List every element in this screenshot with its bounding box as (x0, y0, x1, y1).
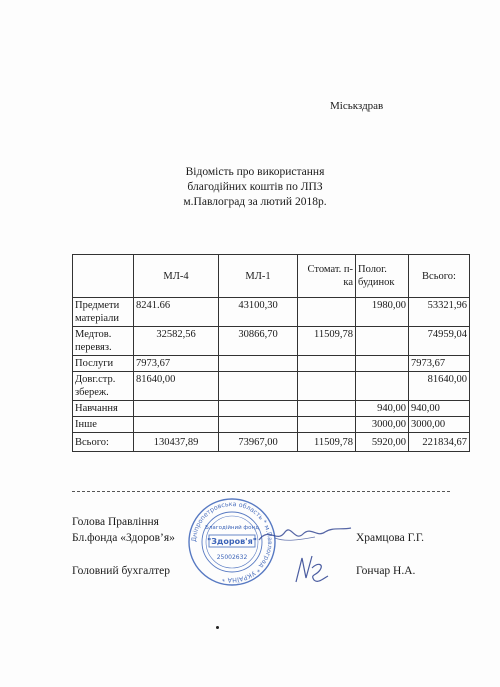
table-cell: 3000,00 (356, 417, 409, 433)
table-cell: 81640,00 (134, 372, 219, 401)
header-cell: МЛ-1 (219, 255, 298, 298)
table-cell: 1980,00 (356, 298, 409, 327)
accountant-title: Головний бухгалтер (72, 565, 170, 577)
table-cell: 53321,96 (409, 298, 470, 327)
row-label: Предмети матеріали (73, 298, 134, 327)
table-cell: 8241.66 (134, 298, 219, 327)
table-cell (219, 401, 298, 417)
dashed-divider (72, 491, 450, 492)
table-cell (356, 327, 409, 356)
row-label: Навчання (73, 401, 134, 417)
table-row (73, 356, 470, 372)
table-row (73, 372, 470, 401)
table-cell (298, 298, 356, 327)
table-total-row (73, 433, 470, 452)
total-cell: 221834,67 (409, 433, 470, 452)
table-cell (298, 372, 356, 401)
table-cell: 30866,70 (219, 327, 298, 356)
total-cell: 73967,00 (219, 433, 298, 452)
chair-name: Храмцова Г.Г. (356, 532, 425, 544)
table-cell: 32582,56 (134, 327, 219, 356)
accountant-signature (290, 552, 330, 586)
table-cell (356, 356, 409, 372)
chair-title-line-2: Бл.фонда «Здоров’я» (72, 532, 175, 544)
table-cell (219, 356, 298, 372)
svg-text:Дніпропетровська область * м.П: Дніпропетровська область * м.Павлоград * УКРАЇНА * (190, 500, 274, 584)
table-cell (298, 401, 356, 417)
header-cell: МЛ-4 (134, 255, 219, 298)
svg-text:25002632: 25002632 (216, 554, 248, 561)
table-cell (134, 401, 219, 417)
recipient: Міськздрав (330, 100, 384, 112)
chair-title-line-1: Голова Правління (72, 516, 159, 528)
table-cell (219, 372, 298, 401)
expenses-table (72, 254, 470, 452)
chair-signature (255, 520, 355, 550)
row-label: Послуги (73, 356, 134, 372)
row-label: Інше (73, 417, 134, 433)
title-line-3: м.Павлоград за лютий 2018р. (183, 196, 327, 208)
chair-title (72, 514, 175, 546)
header-cell (73, 255, 134, 298)
table-cell: 940,00 (356, 401, 409, 417)
svg-text:"Здоров'я": "Здоров'я" (207, 537, 257, 546)
table-row (73, 417, 470, 433)
table-cell (219, 417, 298, 433)
title-line-2: благодійних коштів по ЛПЗ (187, 181, 323, 193)
table-cell (356, 372, 409, 401)
table-cell: 81640,00 (409, 372, 470, 401)
table-cell: 940,00 (409, 401, 470, 417)
total-cell: 130437,89 (134, 433, 219, 452)
total-cell: 11509,78 (298, 433, 356, 452)
svg-text:Благодійний фонд: Благодійний фонд (205, 525, 259, 531)
total-label: Всього: (73, 433, 134, 452)
table-header-row (73, 255, 470, 298)
table-cell: 7973,67 (134, 356, 219, 372)
document-title (140, 165, 370, 210)
table-cell: 7973,67 (409, 356, 470, 372)
table-cell (134, 417, 219, 433)
header-cell: Полог. будинок (356, 255, 409, 298)
header-cell: Всього: (409, 255, 470, 298)
table-cell: 11509,78 (298, 327, 356, 356)
table-row (73, 298, 470, 327)
table-cell: 74959,04 (409, 327, 470, 356)
table-cell: 43100,30 (219, 298, 298, 327)
title-line-1: Відомість про використання (185, 166, 325, 178)
table-cell (298, 417, 356, 433)
table-cell: 3000,00 (409, 417, 470, 433)
page-dot (216, 626, 219, 629)
table-row (73, 327, 470, 356)
accountant-name: Гончар Н.А. (356, 565, 416, 577)
header-cell: Стомат. п-ка (298, 255, 356, 298)
row-label: Довг.стр. збереж. (73, 372, 134, 401)
total-cell: 5920,00 (356, 433, 409, 452)
row-label: Медтов. перевяз. (73, 327, 134, 356)
table-cell (298, 356, 356, 372)
table-row (73, 401, 470, 417)
